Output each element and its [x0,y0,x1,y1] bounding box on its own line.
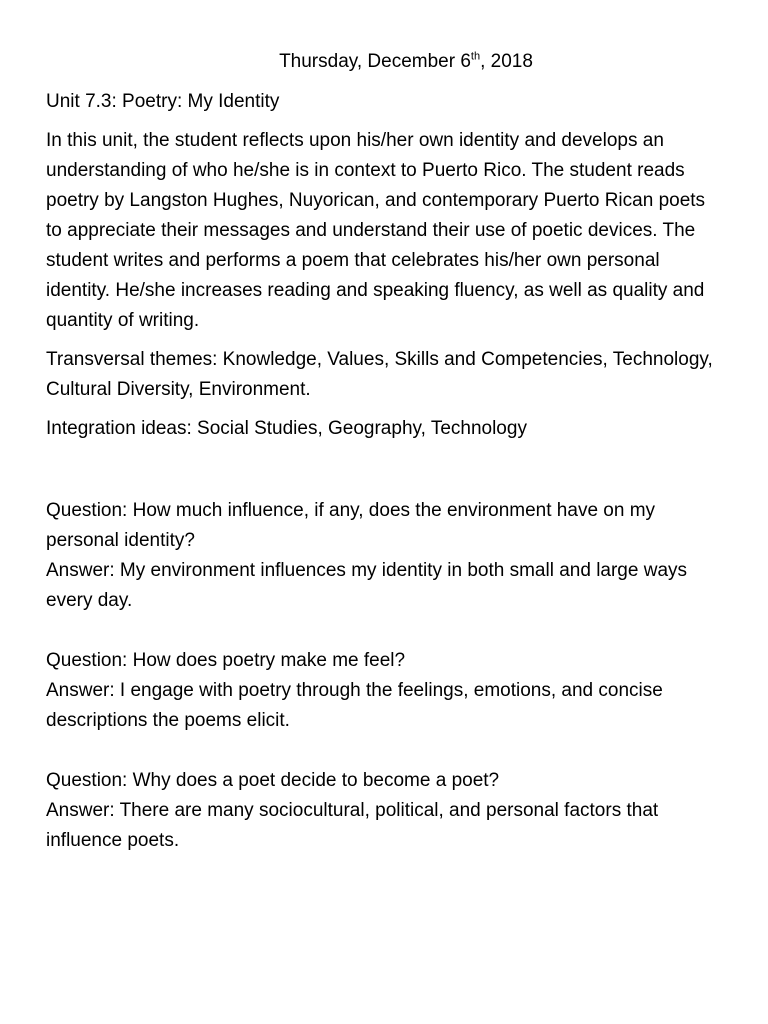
document-date [46,47,726,77]
unit-description: In this unit, the student reflects upon his/her own identity and develops an understanding of who he/she is in context to Puerto Rico. The student reads poetry by Langston Hughes, Nuyorican, and contemporary Puerto Rican poets to appreciate their messages and understand their use of poetic devices. The student writes and performs a poem that celebrates his/her own personal identity. He/she increases reading and speaking fluency, as well as quality and quantity of writing. [46,130,706,331]
date-year: , 2018 [480,51,533,72]
qa-item [46,766,726,856]
section-spacer [46,453,726,496]
answer-text: Answer: There are many sociocultural, political, and personal factors that influence poets. [46,800,659,851]
question-text: Question: How does poetry make me feel? [46,650,406,671]
document-page [46,47,726,886]
answer-text: Answer: My environment influences my identity in both small and large ways every day. [46,560,688,611]
answer-text: Answer: I engage with poetry through the feelings, emotions, and concise descriptions the poems elicit. [46,680,663,731]
qa-item [46,496,726,616]
qa-item [46,646,726,736]
date-ordinal-suffix: th [470,50,481,63]
question-text: Question: Why does a poet decide to become a poet? [46,770,500,791]
question-text: Question: How much influence, if any, does the environment have on my personal identity? [46,500,656,551]
integration-ideas: Integration ideas: Social Studies, Geography, Technology [46,418,527,439]
date-prefix: Thursday, December 6 [279,51,471,72]
transversal-themes: Transversal themes: Knowledge, Values, Skills and Competencies, Technology, Cultural Diversity, Environment. [46,349,713,400]
unit-title: Unit 7.3: Poetry: My Identity [46,91,280,112]
